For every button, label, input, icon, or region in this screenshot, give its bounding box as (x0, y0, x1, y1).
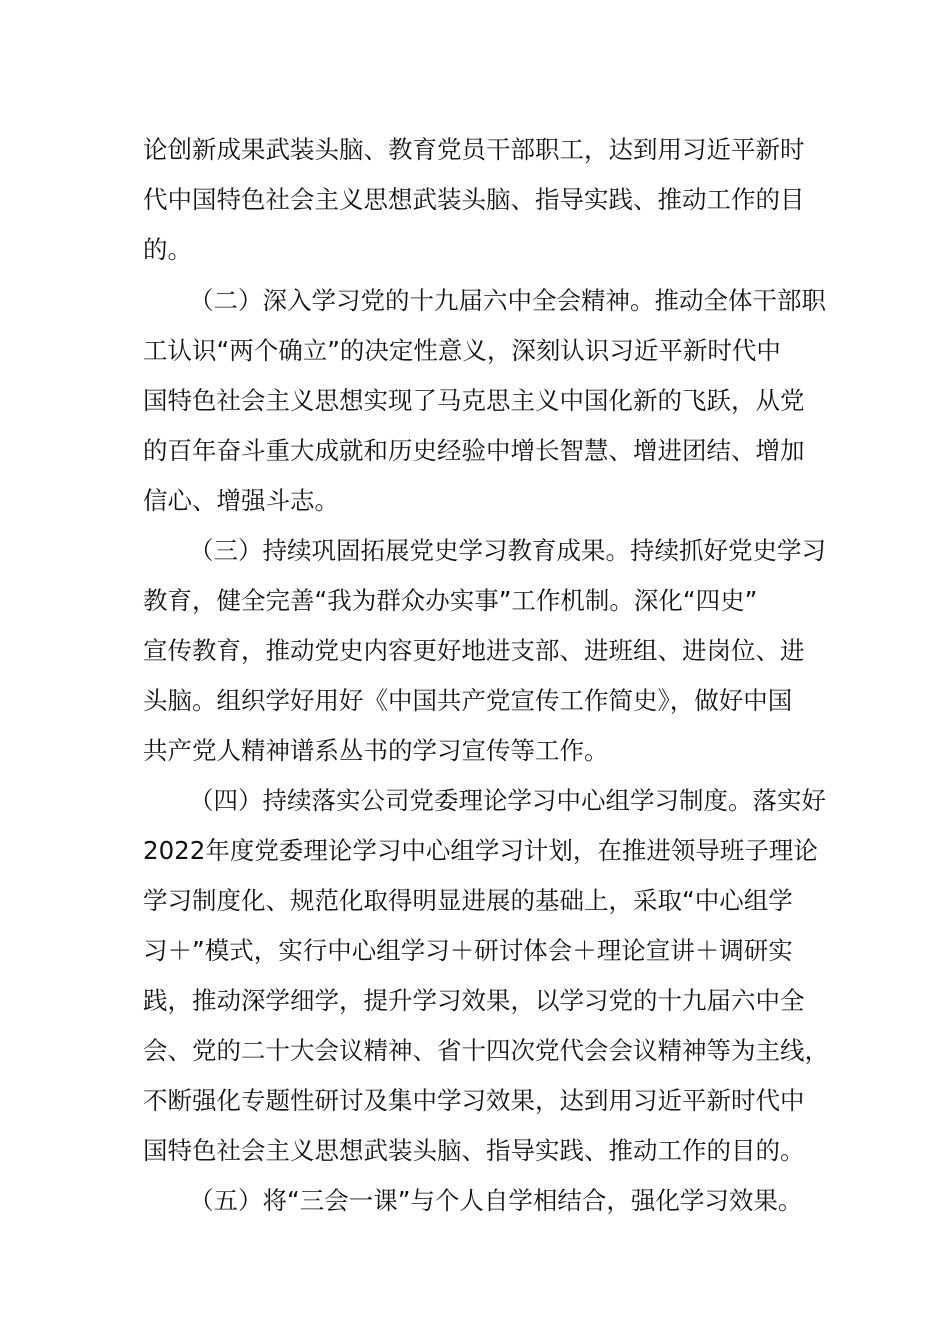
text-line: 论创新成果武装头脑、教育党员干部职工，达到用习近平新时 (143, 135, 805, 164)
text-line: 学习制度化、规范化取得明显进展的基础上，采取“中心组学 (143, 886, 793, 915)
text-line: 践，推动深学细学，提升学习效果，以学习党的十九届六中全 (143, 986, 805, 1015)
text-line: 的百年奋斗重大成就和历史经验中增长智慧、增进团结、增加 (143, 436, 805, 465)
text-line: 代中国特色社会主义思想武装头脑、指导实践、推动工作的目 (143, 185, 805, 214)
text-line: 国特色社会主义思想实现了马克思主义中国化新的飞跃，从党 (143, 386, 805, 415)
text-line: 教育，健全完善“我为群众办实事”工作机制。深化“四史” (143, 586, 758, 615)
text-line: 习＋”模式，实行中心组学习＋研讨体会＋理论宣讲＋调研实 (143, 936, 793, 965)
text-line: 共产党人精神谱系丛书的学习宣传等工作。 (143, 736, 609, 765)
text-line: 国特色社会主义思想武装头脑、指导实践、推动工作的目的。 (143, 1136, 805, 1165)
text-line: 工认识“两个确立”的决定性意义，深刻认识习近平新时代中 (143, 336, 781, 365)
paragraph-5-heading-line: （五）将“三会一课”与个人自学相结合，强化学习效果。 (189, 1186, 803, 1215)
text-line: 宣传教育，推动党史内容更好地进支部、进班组、进岗位、进 (143, 636, 805, 665)
text-line: 会、党的二十大会议精神、省十四次党代会会议精神等为主线， (143, 1036, 829, 1065)
text-line: 的。 (143, 235, 192, 264)
paragraph-4-heading-line: （四）持续落实公司党委理论学习中心组学习制度。落实好 (189, 786, 826, 815)
paragraph-2-heading-line: （二）深入学习党的十九届六中全会精神。推动全体干部职 (189, 286, 826, 315)
paragraph-3-heading-line: （三）持续巩固拓展党史学习教育成果。持续抓好党史学习 (189, 536, 826, 565)
text-line: 信心、增强斗志。 (143, 486, 339, 515)
text-line: 头脑。组织学好用好《中国共产党宣传工作简史》，做好中国 (143, 686, 793, 715)
text-line: 不断强化专题性研讨及集中学习效果，达到用习近平新时代中 (143, 1086, 805, 1115)
text-line: 2022年度党委理论学习中心组学习计划，在推进领导班子理论 (143, 836, 818, 865)
